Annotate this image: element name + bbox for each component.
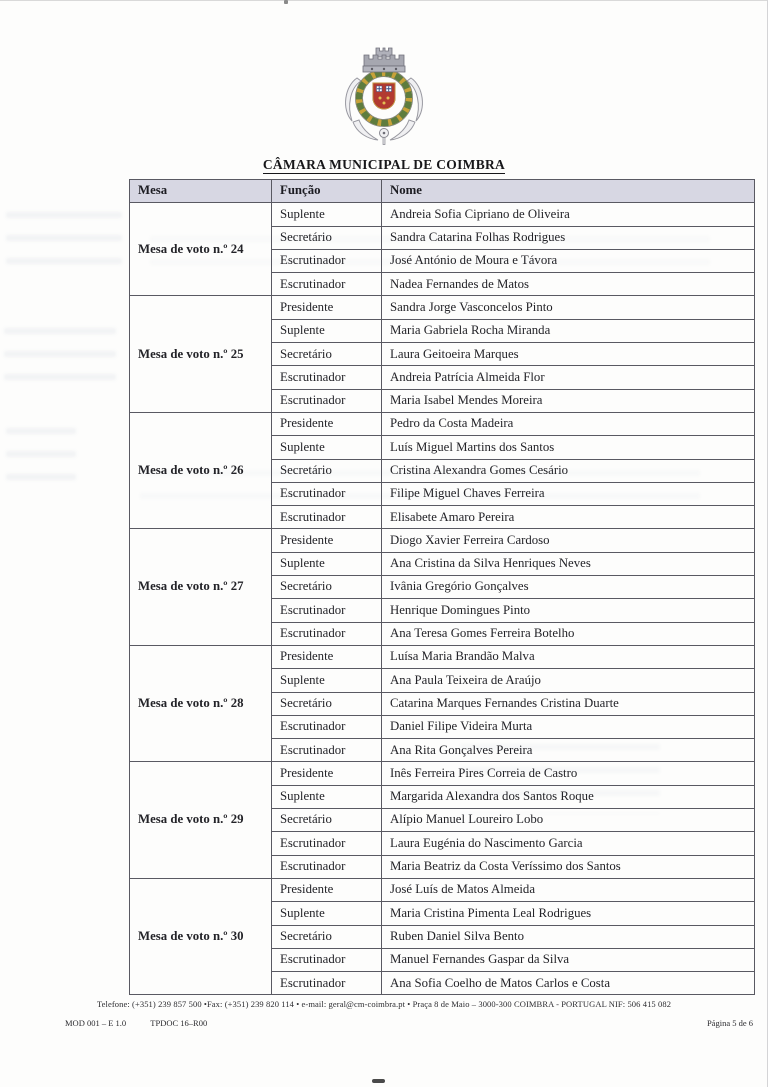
funcao-cell: Suplente [272,902,382,925]
nome-cell: Maria Isabel Mendes Moreira [382,389,755,412]
column-header-funcao: Função [272,180,382,203]
nome-cell: Henrique Domingues Pinto [382,599,755,622]
nome-cell: Luís Miguel Martins dos Santos [382,436,755,459]
nome-cell: Catarina Marques Fernandes Cristina Duarte [382,692,755,715]
funcao-cell: Escrutinador [272,739,382,762]
nome-cell: Laura Eugénia do Nascimento Garcia [382,832,755,855]
table-row [130,203,755,226]
table-row [130,878,755,901]
funcao-cell: Escrutinador [272,948,382,971]
funcao-cell: Escrutinador [272,389,382,412]
nome-cell: José António de Moura e Távora [382,249,755,272]
nome-cell: Alípio Manuel Loureiro Lobo [382,809,755,832]
nome-cell: Andreia Sofia Cipriano de Oliveira [382,203,755,226]
funcao-cell: Presidente [272,762,382,785]
funcao-cell: Presidente [272,878,382,901]
nome-cell: Sandra Jorge Vasconcelos Pinto [382,296,755,319]
nome-cell: Elisabete Amaro Pereira [382,506,755,529]
funcao-cell: Suplente [272,785,382,808]
footer-meta-line [65,1018,753,1028]
show-through-artifact [6,212,122,278]
footer-contact-line: Telefone: (+351) 239 857 500 •Fax: (+351) 239 820 114 • e-mail: geral@cm-coimbra.pt • Praça 8 de Maio – 3000-300 COIMBRA - PORTUGAL NIF: 506 415 082 [96,999,672,1009]
funcao-cell: Presidente [272,296,382,319]
table-header-row [130,180,755,203]
nome-cell: Laura Geitoeira Marques [382,343,755,366]
table-row [130,412,755,435]
funcao-cell: Presidente [272,645,382,668]
footer-doc-code: MOD 001 – E 1.0 [65,1018,127,1028]
nome-cell: Ana Paula Teixeira de Araújo [382,669,755,692]
mesa-group-label: Mesa de voto n.º 29 [130,762,272,878]
page-title-text: CÂMARA MUNICIPAL DE COIMBRA [262,157,506,172]
funcao-cell: Suplente [272,552,382,575]
nome-cell: Daniel Filipe Videira Murta [382,715,755,738]
nome-cell: Andreia Patrícia Almeida Flor [382,366,755,389]
funcao-cell: Escrutinador [272,249,382,272]
show-through-artifact [6,428,76,488]
footer-doc-ref: TPDOC 16–R00 [150,1018,208,1028]
funcao-cell: Escrutinador [272,599,382,622]
funcao-cell: Suplente [272,436,382,459]
table-row [130,645,755,668]
scan-artifact-topline [0,0,768,1]
funcao-cell: Secretário [272,343,382,366]
table-row [130,762,755,785]
funcao-cell: Suplente [272,319,382,342]
funcao-cell: Suplente [272,203,382,226]
nome-cell: Ana Rita Gonçalves Pereira [382,739,755,762]
table-row [130,296,755,319]
scan-artifact-speck [372,1079,385,1083]
nome-cell: Margarida Alexandra dos Santos Roque [382,785,755,808]
column-header-mesa: Mesa [130,180,272,203]
nome-cell: Inês Ferreira Pires Correia de Castro [382,762,755,785]
nome-cell: Maria Gabriela Rocha Miranda [382,319,755,342]
nome-cell: Sandra Catarina Folhas Rodrigues [382,226,755,249]
nome-cell: José Luís de Matos Almeida [382,878,755,901]
mesa-group-label: Mesa de voto n.º 27 [130,529,272,645]
show-through-artifact [4,328,116,392]
funcao-cell: Secretário [272,226,382,249]
nome-cell: Filipe Miguel Chaves Ferreira [382,482,755,505]
polling-station-table [129,179,755,995]
funcao-cell: Secretário [272,576,382,599]
nome-cell: Ruben Daniel Silva Bento [382,925,755,948]
nome-cell: Ana Cristina da Silva Henriques Neves [382,552,755,575]
funcao-cell: Secretário [272,925,382,948]
funcao-cell: Escrutinador [272,855,382,878]
funcao-cell: Secretário [272,809,382,832]
funcao-cell: Escrutinador [272,366,382,389]
funcao-cell: Presidente [272,412,382,435]
coimbra-coat-of-arms-logo [324,36,444,152]
nome-cell: Ana Teresa Gomes Ferreira Botelho [382,622,755,645]
funcao-cell: Escrutinador [272,506,382,529]
funcao-cell: Escrutinador [272,482,382,505]
nome-cell: Cristina Alexandra Gomes Cesário [382,459,755,482]
nome-cell: Nadea Fernandes de Matos [382,273,755,296]
funcao-cell: Escrutinador [272,972,382,995]
page-title [0,157,768,173]
nome-cell: Manuel Fernandes Gaspar da Silva [382,948,755,971]
funcao-cell: Escrutinador [272,273,382,296]
funcao-cell: Presidente [272,529,382,552]
funcao-cell: Escrutinador [272,715,382,738]
funcao-cell: Secretário [272,459,382,482]
funcao-cell: Escrutinador [272,622,382,645]
table-row [130,529,755,552]
funcao-cell: Escrutinador [272,832,382,855]
nome-cell: Ana Sofia Coelho de Matos Carlos e Costa [382,972,755,995]
nome-cell: Pedro da Costa Madeira [382,412,755,435]
funcao-cell: Suplente [272,669,382,692]
table-body [130,203,755,995]
footer-page-number: Página 5 de 6 [706,1018,753,1028]
nome-cell: Maria Cristina Pimenta Leal Rodrigues [382,902,755,925]
funcao-cell: Secretário [272,692,382,715]
nome-cell: Luísa Maria Brandão Malva [382,645,755,668]
nome-cell: Diogo Xavier Ferreira Cardoso [382,529,755,552]
scan-artifact-speck [284,0,288,4]
mesa-group-label: Mesa de voto n.º 28 [130,645,272,761]
footer-doc-codes [65,1018,207,1028]
mesa-group-label: Mesa de voto n.º 26 [130,412,272,528]
nome-cell: Ivânia Gregório Gonçalves [382,576,755,599]
mesa-group-label: Mesa de voto n.º 30 [130,878,272,994]
column-header-nome: Nome [382,180,755,203]
mesa-group-label: Mesa de voto n.º 25 [130,296,272,412]
mesa-group-label: Mesa de voto n.º 24 [130,203,272,296]
nome-cell: Maria Beatriz da Costa Veríssimo dos Santos [382,855,755,878]
